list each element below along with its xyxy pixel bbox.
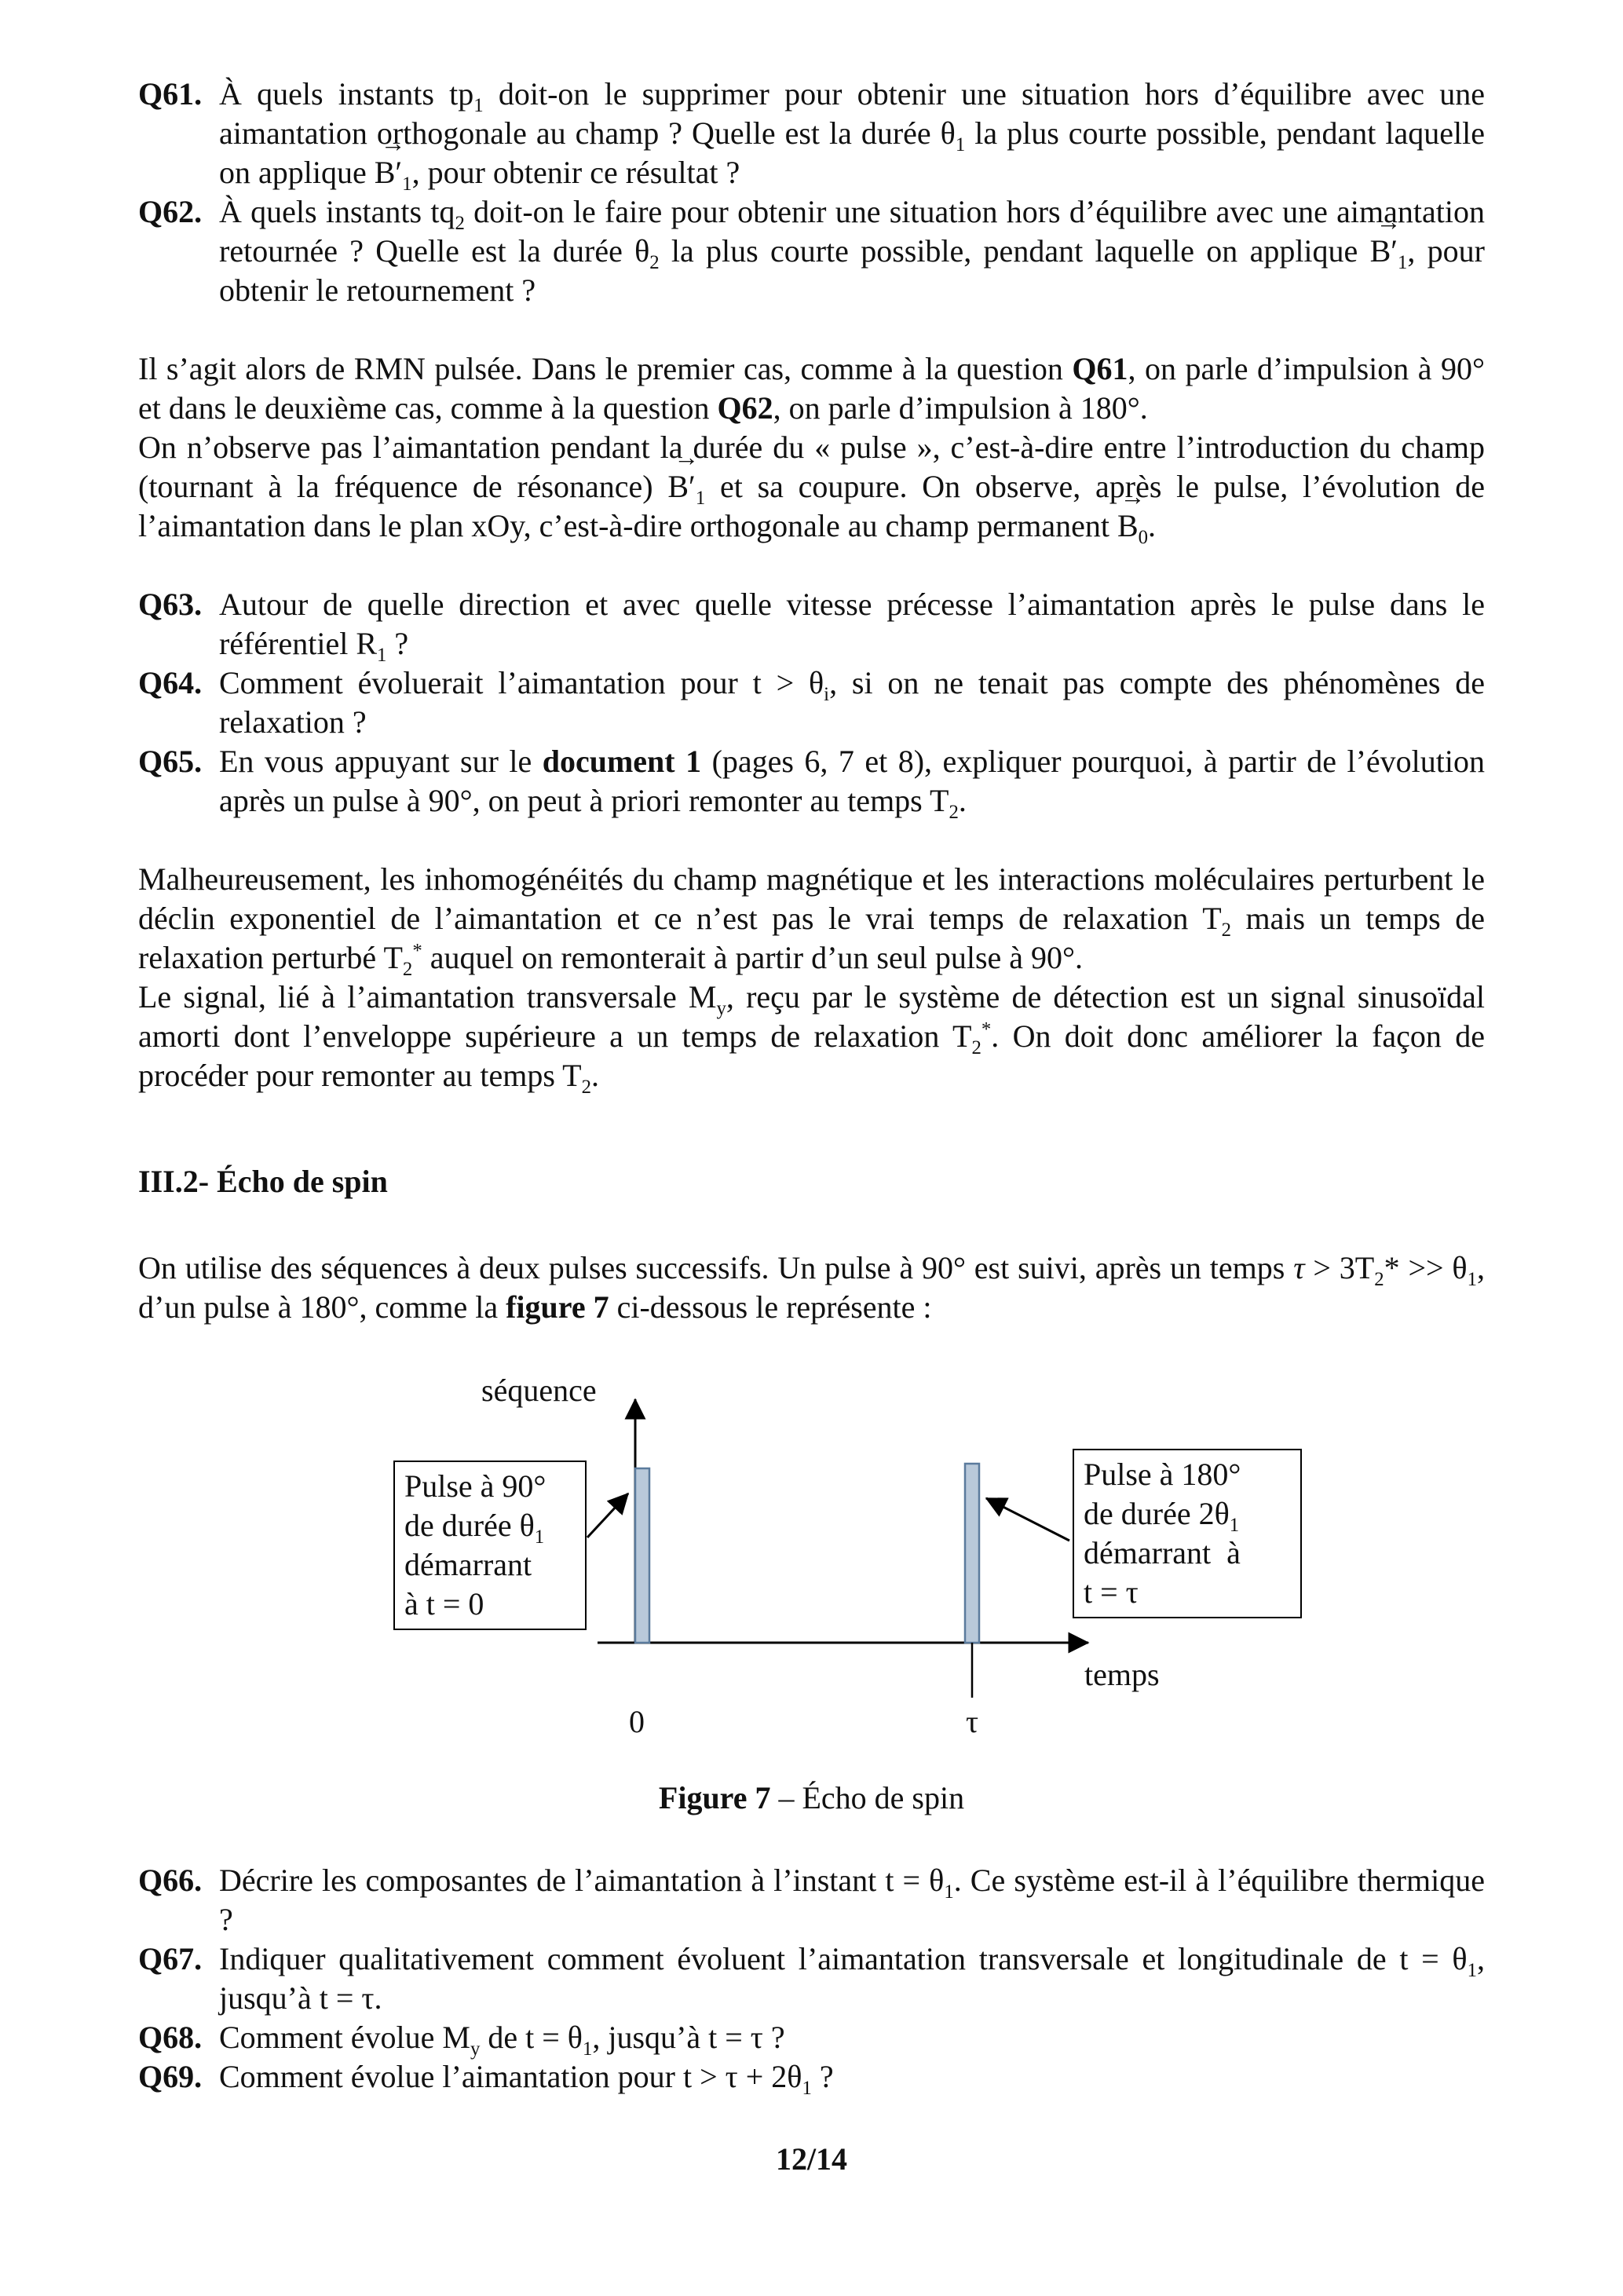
question-q69: [138, 2057, 1485, 2097]
page-number: 12/14: [775, 2141, 848, 2177]
pulse-180-bar: [965, 1464, 979, 1643]
x-axis-label: temps: [1084, 1657, 1160, 1692]
y-axis-label: séquence: [481, 1373, 597, 1408]
question-q65: [138, 742, 1485, 821]
question-q68: [138, 2018, 1485, 2060]
question-q63: [138, 585, 1485, 664]
question-label: Q62.: [138, 194, 203, 229]
paragraph: Il s’agit alors de RMN pulsée. Dans le premier cas, comme à la question Q61, on parle d’impulsion à 90° et dans le deuxième cas, comme à la question Q62, on parle d’impulsion à 180°.: [138, 351, 1486, 426]
question-text: Décrire les composantes de l’aimantation à l’instant $t = \theta_1$. Ce système est-il à l’équilibre thermique ?: [219, 1863, 1485, 1937]
question-text: Comment évoluerait l’aimantation pour $t > \theta_i$, si on ne tenait pas compte des phénomènes de relaxation ?: [219, 665, 1485, 740]
question-text: Indiquer qualitativement comment évoluent l’aimantation transversale et longitudinale de $t = \theta_1$, jusqu’à t = τ.: [219, 1941, 1485, 2016]
question-text: À quels instants $tq_2$ doit-on le faire pour obtenir une situation hors d’équilibre avec une aimantation retournée ? Quelle est la durée $\theta_2$ la plus courte possible, pendant laquelle on applique → $B'_1$, pour obtenir le retournement ?: [219, 192, 1485, 310]
origin-tick-label: 0: [629, 1704, 645, 1739]
figure-spin-echo: [138, 1374, 1485, 1767]
question-label: Q61.: [138, 76, 203, 112]
question-label: Q64.: [138, 665, 203, 700]
annotation-arrow-right: [986, 1498, 1069, 1541]
question-label: Q67.: [138, 1941, 203, 1976]
annotation-arrow-left: [587, 1493, 628, 1537]
question-text: À quels instants $tp_1$ doit-on le supprimer pour obtenir une situation hors d’équilibre avec une aimantation orthogonale au champ ? Quelle est la durée $\theta_1$ la plus courte possible, pendant laquelle on applique → $B'_1$, pour obtenir ce résultat ?: [219, 75, 1485, 192]
question-label: Q69.: [138, 2059, 203, 2094]
paragraph: Malheureusement, les inhomogénéités du champ magnétique et les interactions moléculaires perturbent le déclin exponentiel de l’aimantation et ce n’est pas le vrai temps de relaxation $T_2$ mais un temps de relaxation perturbé $T_2^*$ auquel on remonterait à partir d’un seul pulse à 90°.: [138, 861, 1485, 980]
pulse-180-label-box: Pulse à 180° de durée $2\theta_1$ démarrant à t = τ: [1073, 1449, 1302, 1618]
paragraph: Le signal, lié à l’aimantation transversale $M_y$, reçu par le système de détection est un signal sinusoïdal amorti dont l’enveloppe supérieure a un temps de relaxation $T_2^*$. On doit donc améliorer la façon de procéder pour remonter au temps $T_2$.: [138, 979, 1486, 1098]
question-q66: [138, 1861, 1485, 1940]
paragraph: On utilise des séquences à deux pulses successifs. Un pulse à 90° est suivi, après un temps $\tau > 3T_2* >> \theta_1$, d’un pulse à 180°, comme la figure 7 ci-dessous le représente :: [138, 1250, 1485, 1325]
question-text: Comment évolue l’aimantation pour $t > \tau + 2\theta_1$ ?: [219, 2059, 834, 2099]
question-q67: [138, 1940, 1485, 2018]
question-text: Autour de quelle direction et avec quelle vitesse précesse l’aimantation après le pulse dans le référentiel $R_1$ ?: [219, 587, 1485, 666]
question-text: En vous appuyant sur le document 1 (pages 6, 7 et 8), expliquer pourquoi, à partir de l’évolution après un pulse à 90°, on peut à priori remonter au temps $T_2$.: [219, 744, 1485, 823]
question-label: Q63.: [138, 587, 203, 622]
question-label: Q66.: [138, 1863, 203, 1898]
paragraph: On n’observe pas l’aimantation pendant la durée du « pulse », c’est-à-dire entre l’introduction du champ (tournant à la fréquence de résonance) → $B'_1$ et sa coupure. On observe, après le pulse, l’évolution de l’aimantation dans le plan xOy, c’est-à-dire orthogonale au champ permanent → $B_0$.: [138, 428, 1485, 546]
question-q64: [138, 664, 1485, 742]
tau-tick-label: τ: [965, 1704, 979, 1739]
pulse-90-label-box: Pulse à 90° de durée $\theta_1$ démarrant à t = 0: [393, 1461, 587, 1630]
question-q61: [138, 75, 1485, 195]
question-label: Q68.: [138, 2020, 203, 2055]
question-label: Q65.: [138, 744, 203, 779]
pulse-90-bar: [635, 1468, 649, 1643]
question-text: Comment évolue $M_y$ de $t = \theta_1$, jusqu’à t = τ ?: [219, 2020, 785, 2060]
section-heading: III.2- Écho de spin: [138, 1164, 388, 1199]
figure-caption: Figure 7 – Écho de spin: [658, 1780, 965, 1815]
question-q62: [138, 192, 1485, 310]
